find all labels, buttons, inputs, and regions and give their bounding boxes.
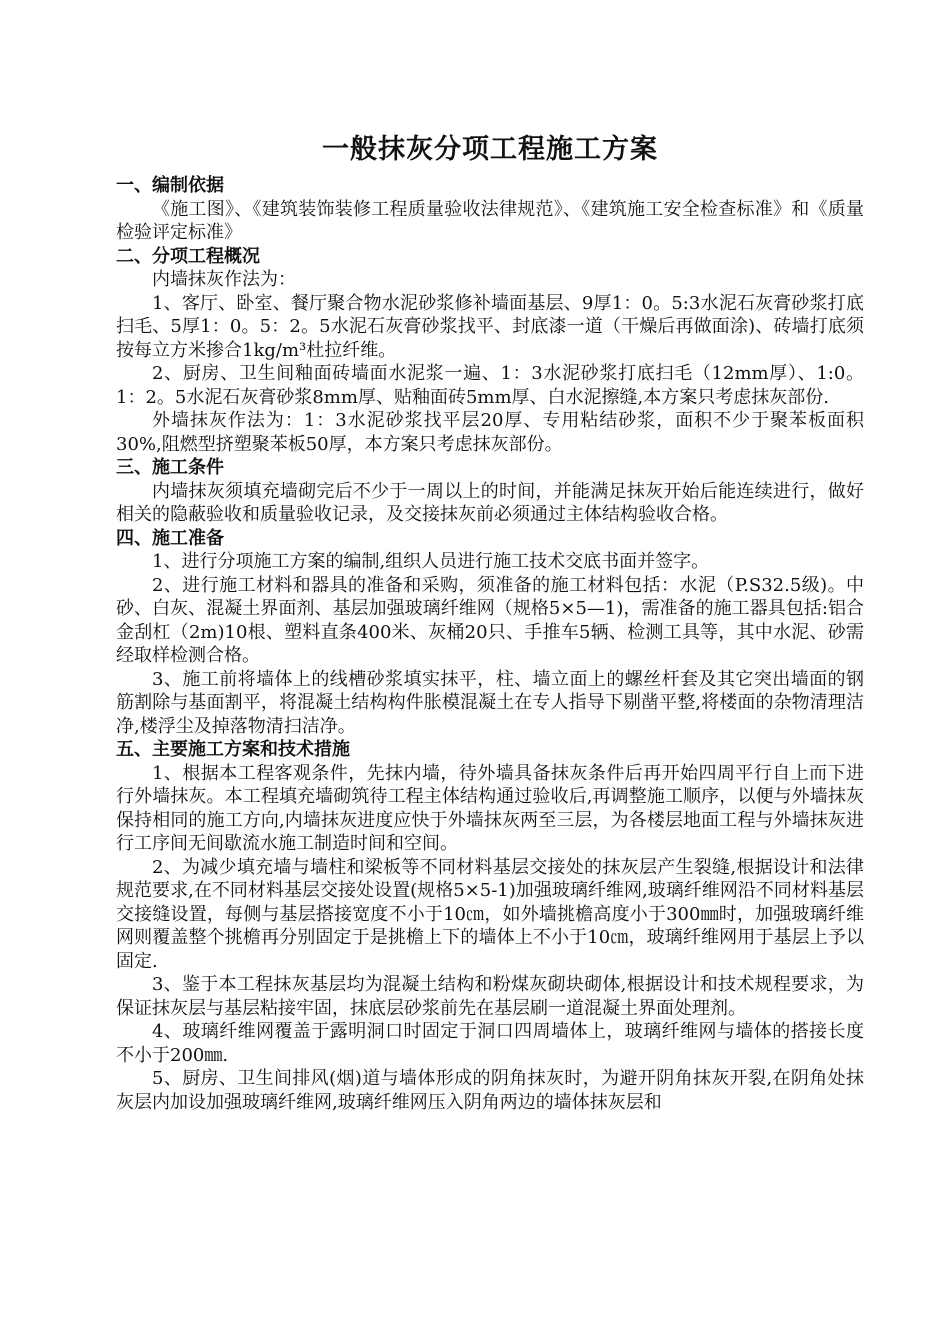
paragraph: 内墙抹灰作法为： [152,269,296,290]
paragraph: 2、进行施工材料和器具的准备和采购，须准备的施工材料包括：水泥（P.S32.5级)。中砂、白灰、混凝土界面剂、基层加强玻璃纤维网（规格5×5—1)，需准备的施工器具包括:铝合金刮杠（2m)10根、塑料直条400米、灰桶20只、手推车5辆、检测工具等，其中水泥、砂需经取样检测合格。 [116,574,864,666]
paragraph: 1、进行分项施工方案的编制,组织人员进行施工技术交底书面并签字。 [152,551,710,572]
section-heading: 二、分项工程概况 [116,245,260,267]
paragraph: 3、鉴于本工程抹灰基层均为混凝土结构和粉煤灰砌块砌体,根据设计和技术规程要求，为保证抹灰层与基层粘接牢固，抹底层砂浆前先在基层刷一道混凝土界面处理剂。 [116,974,864,1019]
paragraph: 5、厨房、卫生间排风(烟)道与墙体形成的阴角抹灰时，为避开阴角抹灰开裂,在阴角处抹灰层内加设加强玻璃纤维网,玻璃纤维网压入阴角两边的墙体抹灰层和 [116,1068,864,1113]
paragraph: 外墙抹灰作法为：1：3水泥砂浆找平层20厚、专用粘结砂浆，面积不少于聚苯板面积30%,阻燃型挤塑聚苯板50厚，本方案只考虑抹灰部份。 [116,410,864,455]
document-body [116,130,864,1114]
paragraph: 3、施工前将墙体上的线槽砂浆填实抹平，柱、墙立面上的螺丝杆套及其它突出墙面的钢筋割除与基面割平，将混凝土结构构件胀模混凝土在专人指导下剔凿平整,将楼面的杂物清理洁净,楼浮尘及掉落物清扫洁净。 [116,668,864,737]
document-title: 一般抹灰分项工程施工方案 [322,134,658,165]
paragraph: 4、玻璃纤维网覆盖于露明洞口时固定于洞口四周墙体上，玻璃纤维网与墙体的搭接长度不小于200㎜. [116,1021,864,1066]
section-heading: 五、主要施工方案和技术措施 [116,739,350,760]
paragraph: 1、客厅、卧室、餐厅聚合物水泥砂浆修补墙面基层、9厚1：0。5:3水泥石灰膏砂浆打底扫毛、5厚1：0。5：2。5水泥石灰膏砂浆找平、封底漆一道（干燥后再做面涂)、砖墙打底须按每立方米掺合1kg/m³杜拉纤维。 [116,292,864,361]
paragraph: 《施工图》、《建筑装饰装修工程质量验收法律规范》、《建筑施工安全检查标准》和《质量检验评定标准》 [116,198,864,243]
paragraph: 1、根据本工程客观条件，先抹内墙，待外墙具备抹灰条件后再开始四周平行自上而下进行外墙抹灰。本工程填充墙砌筑待工程主体结构通过验收后,再调整施工顺序，以便与外墙抹灰保持相同的施工方向,内墙抹灰进度应快于外墙抹灰两至三层，为各楼层地面工程与外墙抹灰进行工序间无间歇流水施工制造时间和空间。 [116,762,864,854]
section-heading: 四、施工准备 [116,527,224,549]
paragraph: 内墙抹灰须填充墙砌完后不少于一周以上的时间，并能满足抹灰开始后能连续进行，做好相关的隐蔽验收和质量验收记录，及交接抹灰前必须通过主体结构验收合格。 [116,480,864,525]
section-heading: 三、施工条件 [116,457,224,478]
paragraph: 2、为减少填充墙与墙柱和梁板等不同材料基层交接处的抹灰层产生裂缝,根据设计和法律规范要求,在不同材料基层交接处设置(规格5×5-1)加强玻璃纤维网,玻璃纤维网沿不同材料基层交接缝设置，每侧与基层搭接宽度不小于10㎝，如外墙挑檐高度小于300㎜时，加强玻璃纤维网则覆盖整个挑檐再分别固定于是挑檐上下的墙体上不小于10㎝，玻璃纤维网用于基层上予以固定. [116,856,864,972]
paragraph: 2、厨房、卫生间釉面砖墙面水泥浆一遍、1：3水泥砂浆打底扫毛（12mm厚）、1:0。1：2。5水泥石灰膏砂浆8mm厚、贴釉面砖5mm厚、白水泥擦缝,本方案只考虑抹灰部份. [116,363,864,408]
section-heading: 一、编制依据 [116,175,224,196]
